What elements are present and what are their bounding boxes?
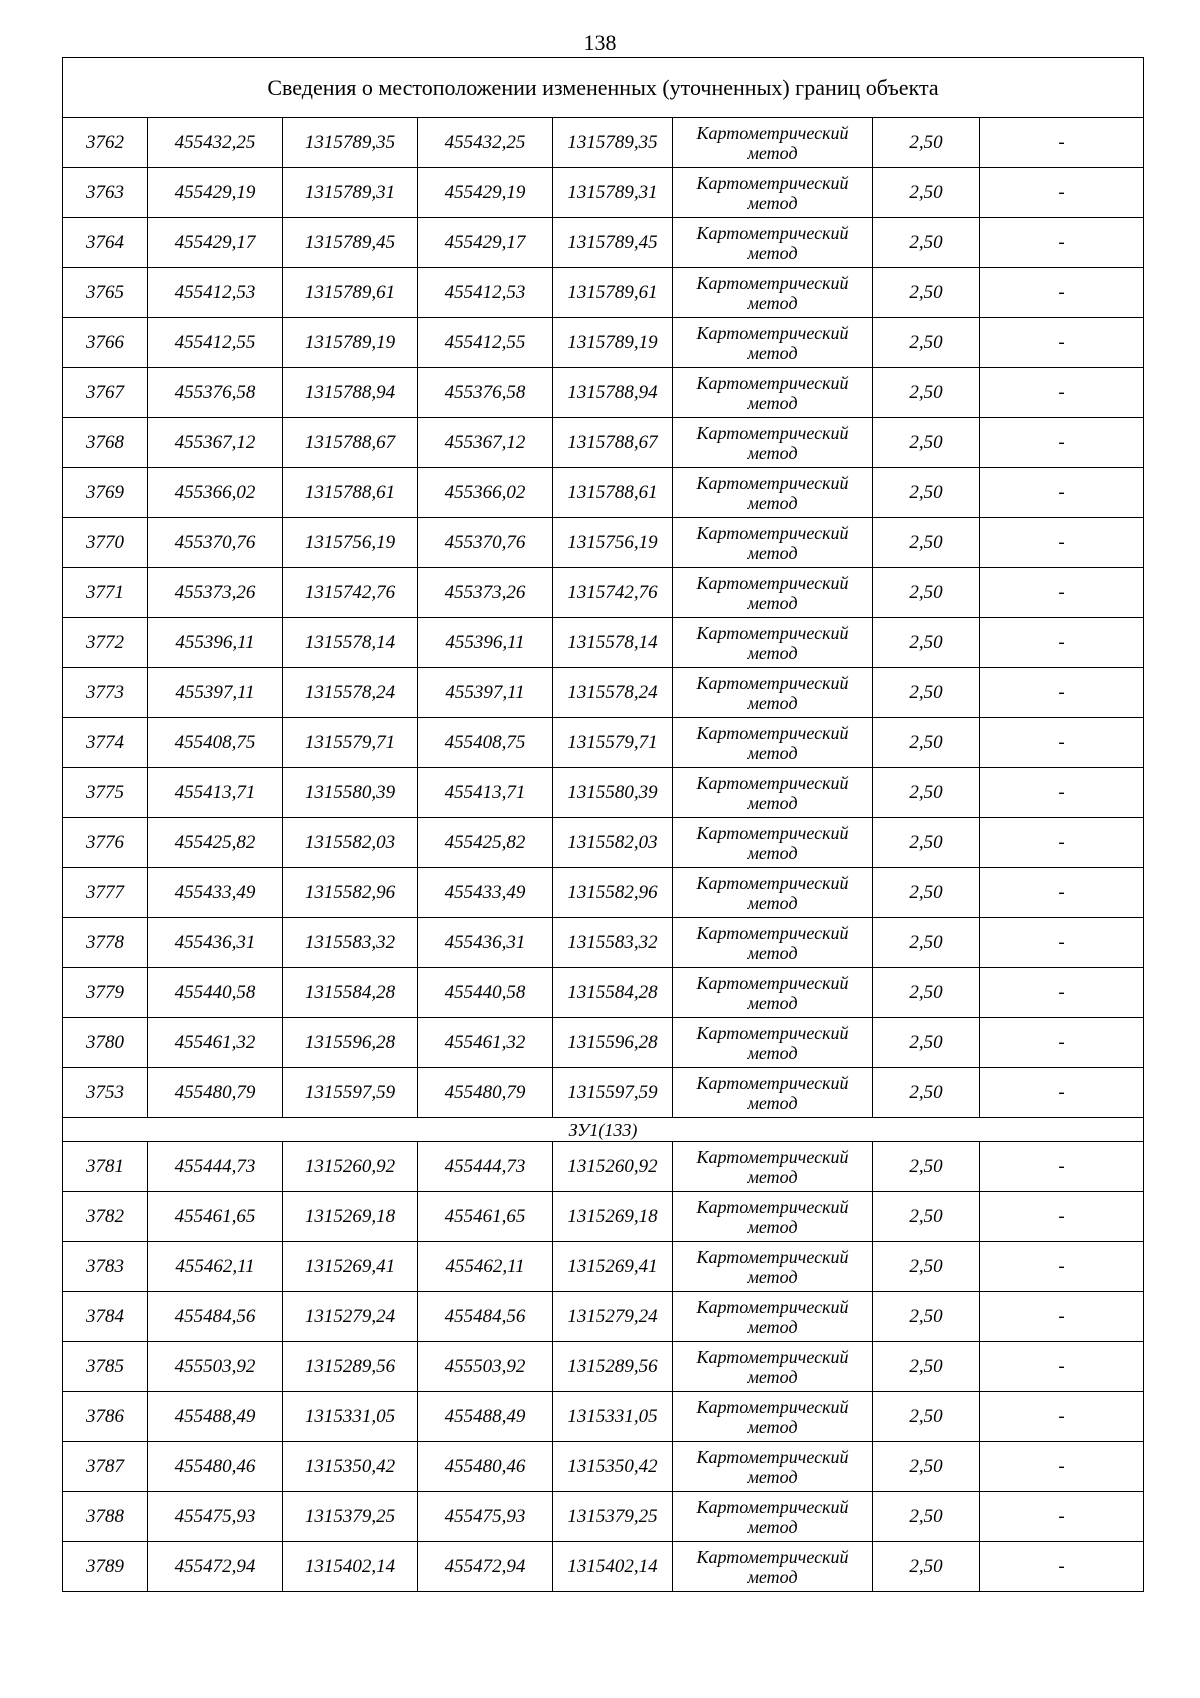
x-existing-cell: 455412,53 [148, 268, 283, 318]
point-number-cell: 3767 [63, 368, 148, 418]
method-cell [673, 618, 873, 668]
accuracy-cell: 2,50 [873, 1442, 980, 1492]
method-cell [673, 318, 873, 368]
y-existing-cell: 1315579,71 [283, 718, 418, 768]
method-cell [673, 1142, 873, 1192]
x-refined-cell: 455367,12 [418, 418, 553, 468]
point-number-cell: 3774 [63, 718, 148, 768]
y-refined-cell: 1315789,19 [553, 318, 673, 368]
page-number: 138 [583, 30, 617, 55]
method-cell [673, 418, 873, 468]
x-existing-cell: 455484,56 [148, 1292, 283, 1342]
point-number-cell: 3779 [63, 968, 148, 1018]
method-text: Картометрический метод [696, 222, 849, 263]
table-row [63, 168, 1144, 218]
accuracy-cell: 2,50 [873, 1142, 980, 1192]
point-number-cell: 3764 [63, 218, 148, 268]
y-refined-cell: 1315597,59 [553, 1068, 673, 1118]
table-row [63, 518, 1144, 568]
accuracy-cell: 2,50 [873, 918, 980, 968]
description-cell: - [980, 1542, 1144, 1592]
method-cell [673, 268, 873, 318]
description-cell: - [980, 1292, 1144, 1342]
y-existing-cell: 1315789,45 [283, 218, 418, 268]
method-text: Картометрический метод [696, 172, 849, 213]
method-cell [673, 518, 873, 568]
description-cell: - [980, 468, 1144, 518]
y-existing-cell: 1315260,92 [283, 1142, 418, 1192]
accuracy-cell: 2,50 [873, 618, 980, 668]
y-refined-cell: 1315788,94 [553, 368, 673, 418]
point-number-cell: 3786 [63, 1392, 148, 1442]
y-existing-cell: 1315582,96 [283, 868, 418, 918]
table-row [63, 268, 1144, 318]
method-text: Картометрический метод [696, 772, 849, 813]
point-number-cell: 3753 [63, 1068, 148, 1118]
point-number-cell: 3766 [63, 318, 148, 368]
accuracy-cell: 2,50 [873, 368, 980, 418]
point-number-cell: 3789 [63, 1542, 148, 1592]
x-existing-cell: 455462,11 [148, 1242, 283, 1292]
y-refined-cell: 1315269,18 [553, 1192, 673, 1242]
y-refined-cell: 1315579,71 [553, 718, 673, 768]
table-row [63, 1342, 1144, 1392]
point-number-cell: 3763 [63, 168, 148, 218]
x-existing-cell: 455370,76 [148, 518, 283, 568]
x-existing-cell: 455433,49 [148, 868, 283, 918]
point-number-cell: 3771 [63, 568, 148, 618]
x-existing-cell: 455461,32 [148, 1018, 283, 1068]
description-cell: - [980, 168, 1144, 218]
point-number-cell: 3783 [63, 1242, 148, 1292]
y-existing-cell: 1315597,59 [283, 1068, 418, 1118]
y-refined-cell: 1315260,92 [553, 1142, 673, 1192]
x-existing-cell: 455425,82 [148, 818, 283, 868]
description-cell: - [980, 1342, 1144, 1392]
y-refined-cell: 1315580,39 [553, 768, 673, 818]
description-cell: - [980, 568, 1144, 618]
y-refined-cell: 1315269,41 [553, 1242, 673, 1292]
description-cell: - [980, 518, 1144, 568]
description-cell: - [980, 618, 1144, 668]
table-row [63, 868, 1144, 918]
method-cell [673, 118, 873, 168]
method-text: Картометрический метод [696, 822, 849, 863]
y-existing-cell: 1315583,32 [283, 918, 418, 968]
accuracy-cell: 2,50 [873, 268, 980, 318]
method-text: Картометрический метод [696, 1072, 849, 1113]
x-refined-cell: 455408,75 [418, 718, 553, 768]
x-existing-cell: 455480,46 [148, 1442, 283, 1492]
x-existing-cell: 455480,79 [148, 1068, 283, 1118]
y-refined-cell: 1315596,28 [553, 1018, 673, 1068]
x-existing-cell: 455444,73 [148, 1142, 283, 1192]
x-existing-cell: 455440,58 [148, 968, 283, 1018]
x-refined-cell: 455413,71 [418, 768, 553, 818]
x-refined-cell: 455484,56 [418, 1292, 553, 1342]
method-text: Картометрический метод [696, 1022, 849, 1063]
description-cell: - [980, 1018, 1144, 1068]
x-refined-cell: 455480,79 [418, 1068, 553, 1118]
table-row [63, 618, 1144, 668]
method-cell [673, 1542, 873, 1592]
table-row [63, 1292, 1144, 1342]
y-refined-cell: 1315789,35 [553, 118, 673, 168]
x-existing-cell: 455436,31 [148, 918, 283, 968]
method-text: Картометрический метод [696, 1296, 849, 1337]
x-refined-cell: 455433,49 [418, 868, 553, 918]
x-refined-cell: 455425,82 [418, 818, 553, 868]
x-existing-cell: 455475,93 [148, 1492, 283, 1542]
y-existing-cell: 1315756,19 [283, 518, 418, 568]
y-existing-cell: 1315596,28 [283, 1018, 418, 1068]
description-cell: - [980, 1492, 1144, 1542]
table-row [63, 418, 1144, 468]
point-number-cell: 3782 [63, 1192, 148, 1242]
y-existing-cell: 1315789,61 [283, 268, 418, 318]
method-text: Картометрический метод [696, 1546, 849, 1587]
method-text: Картометрический метод [696, 1496, 849, 1537]
y-existing-cell: 1315789,19 [283, 318, 418, 368]
method-cell [673, 218, 873, 268]
x-refined-cell: 455503,92 [418, 1342, 553, 1392]
boundary-coordinates-table [62, 57, 1144, 1592]
description-cell: - [980, 368, 1144, 418]
method-text: Картометрический метод [696, 322, 849, 363]
method-cell [673, 1292, 873, 1342]
x-existing-cell: 455396,11 [148, 618, 283, 668]
description-cell: - [980, 1242, 1144, 1292]
x-refined-cell: 455472,94 [418, 1542, 553, 1592]
y-refined-cell: 1315402,14 [553, 1542, 673, 1592]
table-row [63, 1492, 1144, 1542]
method-text: Картометрический метод [696, 722, 849, 763]
y-refined-cell: 1315582,03 [553, 818, 673, 868]
method-cell [673, 1192, 873, 1242]
y-refined-cell: 1315788,67 [553, 418, 673, 468]
y-refined-cell: 1315789,45 [553, 218, 673, 268]
accuracy-cell: 2,50 [873, 1192, 980, 1242]
y-existing-cell: 1315578,24 [283, 668, 418, 718]
x-existing-cell: 455367,12 [148, 418, 283, 468]
y-existing-cell: 1315350,42 [283, 1442, 418, 1492]
accuracy-cell: 2,50 [873, 768, 980, 818]
table-row [63, 968, 1144, 1018]
table-row [63, 768, 1144, 818]
description-cell: - [980, 768, 1144, 818]
x-existing-cell: 455461,65 [148, 1192, 283, 1242]
x-existing-cell: 455413,71 [148, 768, 283, 818]
y-refined-cell: 1315789,31 [553, 168, 673, 218]
point-number-cell: 3765 [63, 268, 148, 318]
y-existing-cell: 1315578,14 [283, 618, 418, 668]
accuracy-cell: 2,50 [873, 1492, 980, 1542]
y-refined-cell: 1315379,25 [553, 1492, 673, 1542]
description-cell: - [980, 1442, 1144, 1492]
method-text: Картометрический метод [696, 1246, 849, 1287]
accuracy-cell: 2,50 [873, 968, 980, 1018]
y-existing-cell: 1315402,14 [283, 1542, 418, 1592]
x-refined-cell: 455488,49 [418, 1392, 553, 1442]
point-number-cell: 3776 [63, 818, 148, 868]
x-existing-cell: 455397,11 [148, 668, 283, 718]
method-text: Картометрический метод [696, 922, 849, 963]
description-cell: - [980, 218, 1144, 268]
accuracy-cell: 2,50 [873, 218, 980, 268]
method-cell [673, 468, 873, 518]
method-text: Картометрический метод [696, 522, 849, 563]
method-text: Картометрический метод [696, 672, 849, 713]
x-refined-cell: 455444,73 [418, 1142, 553, 1192]
method-cell [673, 1492, 873, 1542]
y-refined-cell: 1315331,05 [553, 1392, 673, 1442]
table-row [63, 818, 1144, 868]
description-cell: - [980, 268, 1144, 318]
table-row [63, 718, 1144, 768]
x-refined-cell: 455370,76 [418, 518, 553, 568]
y-refined-cell: 1315289,56 [553, 1342, 673, 1392]
description-cell: - [980, 868, 1144, 918]
method-text: Картометрический метод [696, 972, 849, 1013]
method-cell [673, 768, 873, 818]
x-refined-cell: 455475,93 [418, 1492, 553, 1542]
method-cell [673, 568, 873, 618]
point-number-cell: 3768 [63, 418, 148, 468]
x-refined-cell: 455461,32 [418, 1018, 553, 1068]
table-row [63, 468, 1144, 518]
point-number-cell: 3773 [63, 668, 148, 718]
point-number-cell: 3780 [63, 1018, 148, 1068]
method-cell [673, 1068, 873, 1118]
table-row [63, 118, 1144, 168]
y-existing-cell: 1315742,76 [283, 568, 418, 618]
table-row [63, 668, 1144, 718]
method-text: Картометрический метод [696, 1346, 849, 1387]
description-cell: - [980, 1068, 1144, 1118]
accuracy-cell: 2,50 [873, 668, 980, 718]
section-label: ЗУ1(133) [63, 1118, 1144, 1142]
method-cell [673, 818, 873, 868]
table-row [63, 1442, 1144, 1492]
table-row [63, 1068, 1144, 1118]
x-refined-cell: 455397,11 [418, 668, 553, 718]
method-cell [673, 1018, 873, 1068]
description-cell: - [980, 918, 1144, 968]
y-existing-cell: 1315379,25 [283, 1492, 418, 1542]
x-refined-cell: 455480,46 [418, 1442, 553, 1492]
y-existing-cell: 1315788,61 [283, 468, 418, 518]
method-text: Картометрический метод [696, 1146, 849, 1187]
accuracy-cell: 2,50 [873, 1018, 980, 1068]
method-text: Картометрический метод [696, 1396, 849, 1437]
x-refined-cell: 455436,31 [418, 918, 553, 968]
accuracy-cell: 2,50 [873, 1242, 980, 1292]
x-existing-cell: 455412,55 [148, 318, 283, 368]
y-existing-cell: 1315582,03 [283, 818, 418, 868]
point-number-cell: 3785 [63, 1342, 148, 1392]
method-cell [673, 918, 873, 968]
point-number-cell: 3784 [63, 1292, 148, 1342]
y-existing-cell: 1315289,56 [283, 1342, 418, 1392]
x-refined-cell: 455429,17 [418, 218, 553, 268]
method-cell [673, 718, 873, 768]
table-row [63, 368, 1144, 418]
y-existing-cell: 1315279,24 [283, 1292, 418, 1342]
method-text: Картометрический метод [696, 572, 849, 613]
y-refined-cell: 1315584,28 [553, 968, 673, 1018]
point-number-cell: 3787 [63, 1442, 148, 1492]
x-existing-cell: 455366,02 [148, 468, 283, 518]
x-refined-cell: 455366,02 [418, 468, 553, 518]
accuracy-cell: 2,50 [873, 318, 980, 368]
y-existing-cell: 1315331,05 [283, 1392, 418, 1442]
table-row [63, 1542, 1144, 1592]
table-row [63, 1242, 1144, 1292]
accuracy-cell: 2,50 [873, 1342, 980, 1392]
x-existing-cell: 455432,25 [148, 118, 283, 168]
method-text: Картометрический метод [696, 122, 849, 163]
point-number-cell: 3781 [63, 1142, 148, 1192]
method-cell [673, 968, 873, 1018]
y-refined-cell: 1315789,61 [553, 268, 673, 318]
y-existing-cell: 1315580,39 [283, 768, 418, 818]
x-refined-cell: 455412,53 [418, 268, 553, 318]
accuracy-cell: 2,50 [873, 1392, 980, 1442]
description-cell: - [980, 418, 1144, 468]
table-title-row [63, 58, 1144, 118]
method-text: Картометрический метод [696, 1446, 849, 1487]
accuracy-cell: 2,50 [873, 868, 980, 918]
x-existing-cell: 455373,26 [148, 568, 283, 618]
accuracy-cell: 2,50 [873, 118, 980, 168]
x-existing-cell: 455488,49 [148, 1392, 283, 1442]
description-cell: - [980, 818, 1144, 868]
section-row [63, 1118, 1144, 1142]
accuracy-cell: 2,50 [873, 568, 980, 618]
accuracy-cell: 2,50 [873, 418, 980, 468]
x-refined-cell: 455412,55 [418, 318, 553, 368]
x-existing-cell: 455472,94 [148, 1542, 283, 1592]
y-existing-cell: 1315789,35 [283, 118, 418, 168]
x-existing-cell: 455429,19 [148, 168, 283, 218]
x-refined-cell: 455376,58 [418, 368, 553, 418]
x-refined-cell: 455373,26 [418, 568, 553, 618]
method-text: Картометрический метод [696, 422, 849, 463]
table-row [63, 568, 1144, 618]
point-number-cell: 3778 [63, 918, 148, 968]
table-row [63, 218, 1144, 268]
accuracy-cell: 2,50 [873, 818, 980, 868]
accuracy-cell: 2,50 [873, 518, 980, 568]
y-refined-cell: 1315742,76 [553, 568, 673, 618]
y-refined-cell: 1315279,24 [553, 1292, 673, 1342]
point-number-cell: 3772 [63, 618, 148, 668]
table-row [63, 1392, 1144, 1442]
method-cell [673, 1442, 873, 1492]
method-text: Картометрический метод [696, 372, 849, 413]
table-row [63, 1142, 1144, 1192]
description-cell: - [980, 118, 1144, 168]
method-cell [673, 868, 873, 918]
accuracy-cell: 2,50 [873, 168, 980, 218]
method-cell [673, 1342, 873, 1392]
method-cell [673, 668, 873, 718]
method-cell [673, 1392, 873, 1442]
method-text: Картометрический метод [696, 872, 849, 913]
y-refined-cell: 1315582,96 [553, 868, 673, 918]
description-cell: - [980, 1142, 1144, 1192]
x-refined-cell: 455429,19 [418, 168, 553, 218]
table-row [63, 318, 1144, 368]
y-existing-cell: 1315788,94 [283, 368, 418, 418]
x-existing-cell: 455408,75 [148, 718, 283, 768]
x-refined-cell: 455440,58 [418, 968, 553, 1018]
method-text: Картометрический метод [696, 472, 849, 513]
x-refined-cell: 455396,11 [418, 618, 553, 668]
y-existing-cell: 1315788,67 [283, 418, 418, 468]
accuracy-cell: 2,50 [873, 1542, 980, 1592]
method-cell [673, 168, 873, 218]
accuracy-cell: 2,50 [873, 1292, 980, 1342]
y-refined-cell: 1315583,32 [553, 918, 673, 968]
description-cell: - [980, 668, 1144, 718]
y-refined-cell: 1315350,42 [553, 1442, 673, 1492]
x-refined-cell: 455462,11 [418, 1242, 553, 1292]
description-cell: - [980, 1192, 1144, 1242]
x-refined-cell: 455432,25 [418, 118, 553, 168]
x-refined-cell: 455461,65 [418, 1192, 553, 1242]
point-number-cell: 3788 [63, 1492, 148, 1542]
description-cell: - [980, 318, 1144, 368]
description-cell: - [980, 1392, 1144, 1442]
y-refined-cell: 1315578,14 [553, 618, 673, 668]
y-refined-cell: 1315578,24 [553, 668, 673, 718]
x-existing-cell: 455503,92 [148, 1342, 283, 1392]
point-number-cell: 3775 [63, 768, 148, 818]
method-text: Картометрический метод [696, 622, 849, 663]
y-existing-cell: 1315269,18 [283, 1192, 418, 1242]
y-refined-cell: 1315788,61 [553, 468, 673, 518]
accuracy-cell: 2,50 [873, 718, 980, 768]
y-existing-cell: 1315584,28 [283, 968, 418, 1018]
x-existing-cell: 455376,58 [148, 368, 283, 418]
method-text: Картометрический метод [696, 272, 849, 313]
point-number-cell: 3762 [63, 118, 148, 168]
method-cell [673, 1242, 873, 1292]
y-existing-cell: 1315789,31 [283, 168, 418, 218]
y-existing-cell: 1315269,41 [283, 1242, 418, 1292]
description-cell: - [980, 718, 1144, 768]
description-cell: - [980, 968, 1144, 1018]
point-number-cell: 3770 [63, 518, 148, 568]
table-title: Сведения о местоположении измененных (уточненных) границ объекта [63, 58, 1144, 118]
point-number-cell: 3777 [63, 868, 148, 918]
accuracy-cell: 2,50 [873, 1068, 980, 1118]
method-cell [673, 368, 873, 418]
y-refined-cell: 1315756,19 [553, 518, 673, 568]
x-existing-cell: 455429,17 [148, 218, 283, 268]
accuracy-cell: 2,50 [873, 468, 980, 518]
table-row [63, 918, 1144, 968]
point-number-cell: 3769 [63, 468, 148, 518]
table-row [63, 1192, 1144, 1242]
table-row [63, 1018, 1144, 1068]
method-text: Картометрический метод [696, 1196, 849, 1237]
